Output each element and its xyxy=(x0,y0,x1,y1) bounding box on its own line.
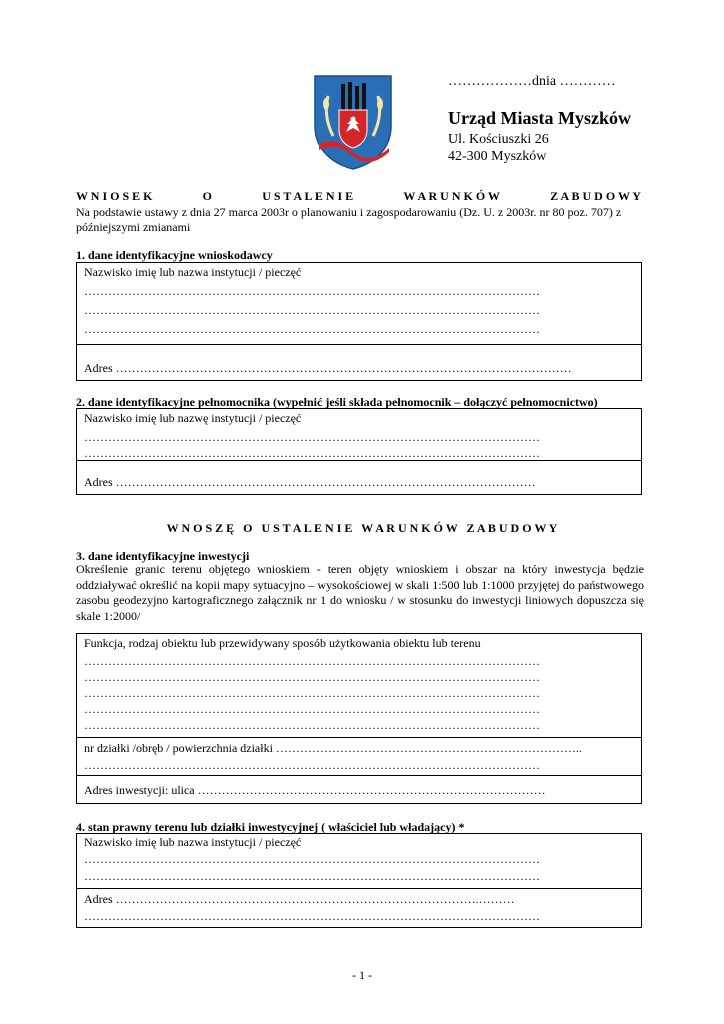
office-city: 42-300 Myszków xyxy=(448,149,547,164)
owner-address-label: Adres ……………………………………………………………………………….……… xyxy=(84,892,515,906)
section1-box xyxy=(76,262,642,381)
section4-box xyxy=(76,833,642,928)
dotted-line[interactable]: …………………………………………………………………………………………………… xyxy=(84,758,540,772)
title-word: Z A B U D O W Y xyxy=(550,189,641,203)
applicant-name-label: Nazwisko imię lub nazwa instytucji / pieczęć xyxy=(84,265,302,279)
dotted-line[interactable]: …………………………………………………………………………………………………… xyxy=(84,670,540,684)
proxy-address-label: Adres …………………………………………………………………………………………… xyxy=(84,475,536,489)
office-name: Urząd Miasta Myszków xyxy=(448,108,631,128)
section4-heading: 4. stan prawny terenu lub działki inwestycyjnej ( właściciel lub władający) * xyxy=(76,820,465,834)
proxy-address-field[interactable] xyxy=(77,461,641,494)
dotted-line[interactable]: …………………………………………………………………………………………………… xyxy=(84,718,540,732)
owner-address-field[interactable] xyxy=(77,889,641,927)
dotted-line[interactable]: …………………………………………………………………………………………………… xyxy=(84,852,540,866)
office-street: Ul. Kościuszki 26 xyxy=(448,132,549,147)
proxy-name-field[interactable] xyxy=(77,409,641,461)
application-title xyxy=(76,189,641,204)
title-word: W N I O S E K xyxy=(76,189,153,203)
section2-box xyxy=(76,408,642,495)
parcel-number-field[interactable] xyxy=(77,738,641,776)
dotted-line[interactable]: …………………………………………………………………………………………………… xyxy=(84,322,540,336)
applicant-address-field[interactable] xyxy=(77,345,641,380)
parcel-number-label: nr działki /obręb / powierzchnia działki ………………………………………………………………….. xyxy=(84,741,582,755)
section3-heading: 3. dane identyfikacyjne inwestycji xyxy=(76,549,250,563)
investment-street-label: Adres inwestycji: ulica …………………………………………………………………………… xyxy=(84,783,546,797)
applicant-name-field[interactable] xyxy=(77,263,641,345)
dotted-line[interactable]: …………………………………………………………………………………………………… xyxy=(84,909,540,923)
dotted-line[interactable]: …………………………………………………………………………………………………… xyxy=(84,430,540,444)
coat-of-arms-icon xyxy=(313,74,393,170)
page-number: - 1 - xyxy=(352,968,372,982)
section3-instructions: Określenie granic terenu objętego wnioskiem - teren objęty wnioskiem i obszar na który inwestycja będzie oddziaływać określić na kopii mapy sytuacyjno – wysokościowej w skali 1:500 lub 1:1000 przyjętej do państwowego zasobu geodezyjno kartograficznego załącznik nr 1 do wniosku / w stosunku do inwestycji liniowych dopuszcza się skale 1:2000/ xyxy=(76,562,644,623)
investment-street-field[interactable] xyxy=(77,776,641,803)
dotted-line[interactable]: …………………………………………………………………………………………………… xyxy=(84,284,540,298)
section1-heading: 1. dane identyfikacyjne wnioskodawcy xyxy=(76,248,273,262)
investment-function-field[interactable] xyxy=(77,634,641,738)
dotted-line[interactable]: …………………………………………………………………………………………………… xyxy=(84,446,540,460)
dotted-line[interactable]: …………………………………………………………………………………………………… xyxy=(84,686,540,700)
dotted-line[interactable]: …………………………………………………………………………………………………… xyxy=(84,303,540,317)
request-title: W N O S Z Ę O U S T A L E N I E W A R U N K Ó W Z A B U D O W Y xyxy=(166,521,558,535)
legal-basis: Na podstawie ustawy z dnia 27 marca 2003r o planowaniu i zagospodarowaniu (Dz. U. z 2003r. nr 80 poz. 707) z późniejszymi zmianami xyxy=(76,205,622,234)
dotted-line[interactable]: …………………………………………………………………………………………………… xyxy=(84,702,540,716)
title-word: W A R U N K Ó W xyxy=(403,189,500,203)
dotted-line[interactable]: …………………………………………………………………………………………………… xyxy=(84,869,540,883)
proxy-name-label: Nazwisko imię lub nazwę instytucji / pieczęć xyxy=(84,411,302,425)
section2-heading: 2. dane identyfikacyjne pełnomocnika (wypełnić jeśli składa pełnomocnik – dołączyć pełnomocnictwo) xyxy=(76,395,598,409)
owner-name-label: Nazwisko imię lub nazwa instytucji / pieczęć xyxy=(84,835,302,849)
owner-name-field[interactable] xyxy=(77,834,641,889)
city-crest xyxy=(313,74,393,170)
title-word: U S T A L E N I E xyxy=(262,189,354,203)
date-line[interactable]: ………………dnia ………… xyxy=(448,74,616,89)
title-word: O xyxy=(202,189,213,203)
section3-box xyxy=(76,633,642,804)
investment-function-label: Funkcja, rodzaj obiektu lub przewidywany sposób użytkowania obiektu lub terenu xyxy=(84,636,481,650)
applicant-address-label: Adres …………………………………………………………………………………………………… xyxy=(84,361,572,375)
dotted-line[interactable]: …………………………………………………………………………………………………… xyxy=(84,654,540,668)
